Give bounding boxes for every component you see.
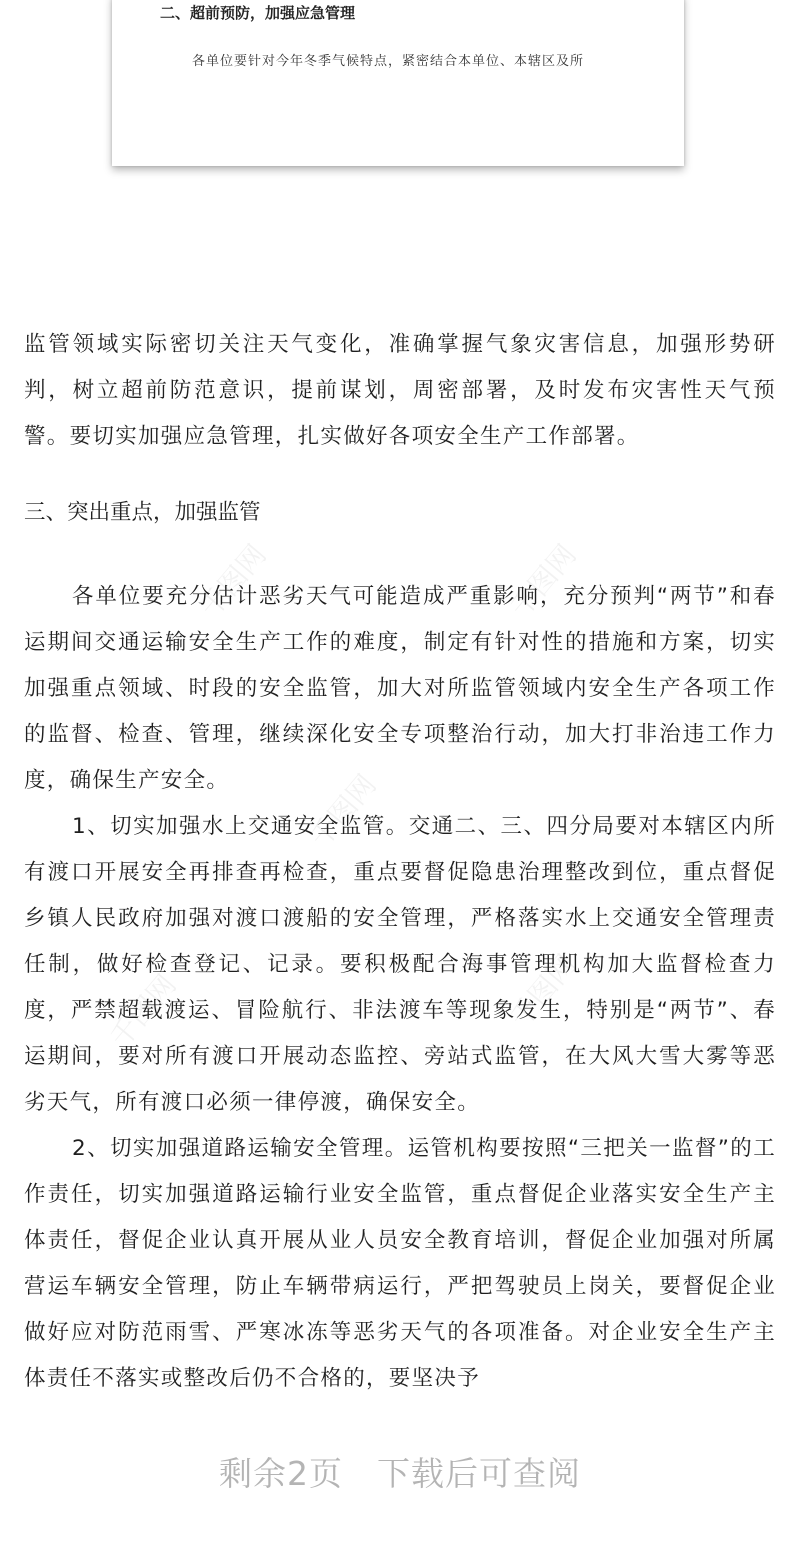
- remaining-pages-text: 剩余2页: [219, 1454, 343, 1493]
- watermark: 千图网: [193, 538, 273, 624]
- preview-heading: 二、超前预防，加强应急管理: [160, 4, 356, 22]
- document-preview-card: [112, 0, 684, 166]
- watermark: 千图网: [503, 538, 583, 624]
- paragraph-road-transport: 2、切实加强道路运输安全管理。运管机构要按照“三把关一监督”的工作责任，切实加强道路运输行业安全监管，重点督促企业落实安全生产主体责任，督促企业认真开展从业人员安全教育培训，督促企业加强对所属营运车辆安全管理，防止车辆带病运行，严把驾驶员上岗关，要督促企业做好应对防范雨雪、严寒冰冻等恶劣天气的各项准备。对企业安全生产主体责任不落实或整改后仍不合格的，要坚决予: [24, 1136, 776, 1391]
- download-to-view-text: 下载后可查阅: [377, 1454, 581, 1493]
- download-prompt[interactable]: [0, 1448, 800, 1495]
- paragraph-continuation: 监管领域实际密切关注天气变化，准确掌握气象灾害信息，加强形势研判，树立超前防范意识，提前谋划，周密部署，及时发布灾害性天气预警。要切实加强应急管理，扎实做好各项安全生产工作部署。: [24, 332, 776, 449]
- paragraph-water-traffic: 1、切实加强水上交通安全监管。交通二、三、四分局要对本辖区内所有渡口开展安全再排查再检查，重点要督促隐患治理整改到位，重点督促乡镇人民政府加强对渡口渡船的安全管理，严格落实水上交通安全管理责任制，做好检查登记、记录。要积极配合海事管理机构加大监督检查力度，严禁超载渡运、冒险航行、非法渡车等现象发生，特别是“两节”、春运期间，要对所有渡口开展动态监控、旁站式监管，在大风大雪大雾等恶劣天气，所有渡口必须一律停渡，确保安全。: [24, 814, 776, 1115]
- watermark: 千图网: [503, 948, 583, 1034]
- paragraph-section-3-intro: 各单位要充分估计恶劣天气可能造成严重影响，充分预判“两节”和春运期间交通运输安全生产工作的难度，制定有针对性的措施和方案，切实加强重点领域、时段的安全监管，加大对所监管领域内安全生产各项工作的监督、检查、管理，继续深化安全专项整治行动，加大打非治违工作力度，确保生产安全。: [24, 584, 776, 793]
- watermark: 千图网: [303, 768, 383, 854]
- watermark: 千图网: [103, 968, 183, 1054]
- section-heading-3: 三、突出重点，加强监管: [24, 500, 261, 525]
- preview-text: 各单位要针对今年冬季气候特点，紧密结合本单位、本辖区及所: [192, 54, 585, 69]
